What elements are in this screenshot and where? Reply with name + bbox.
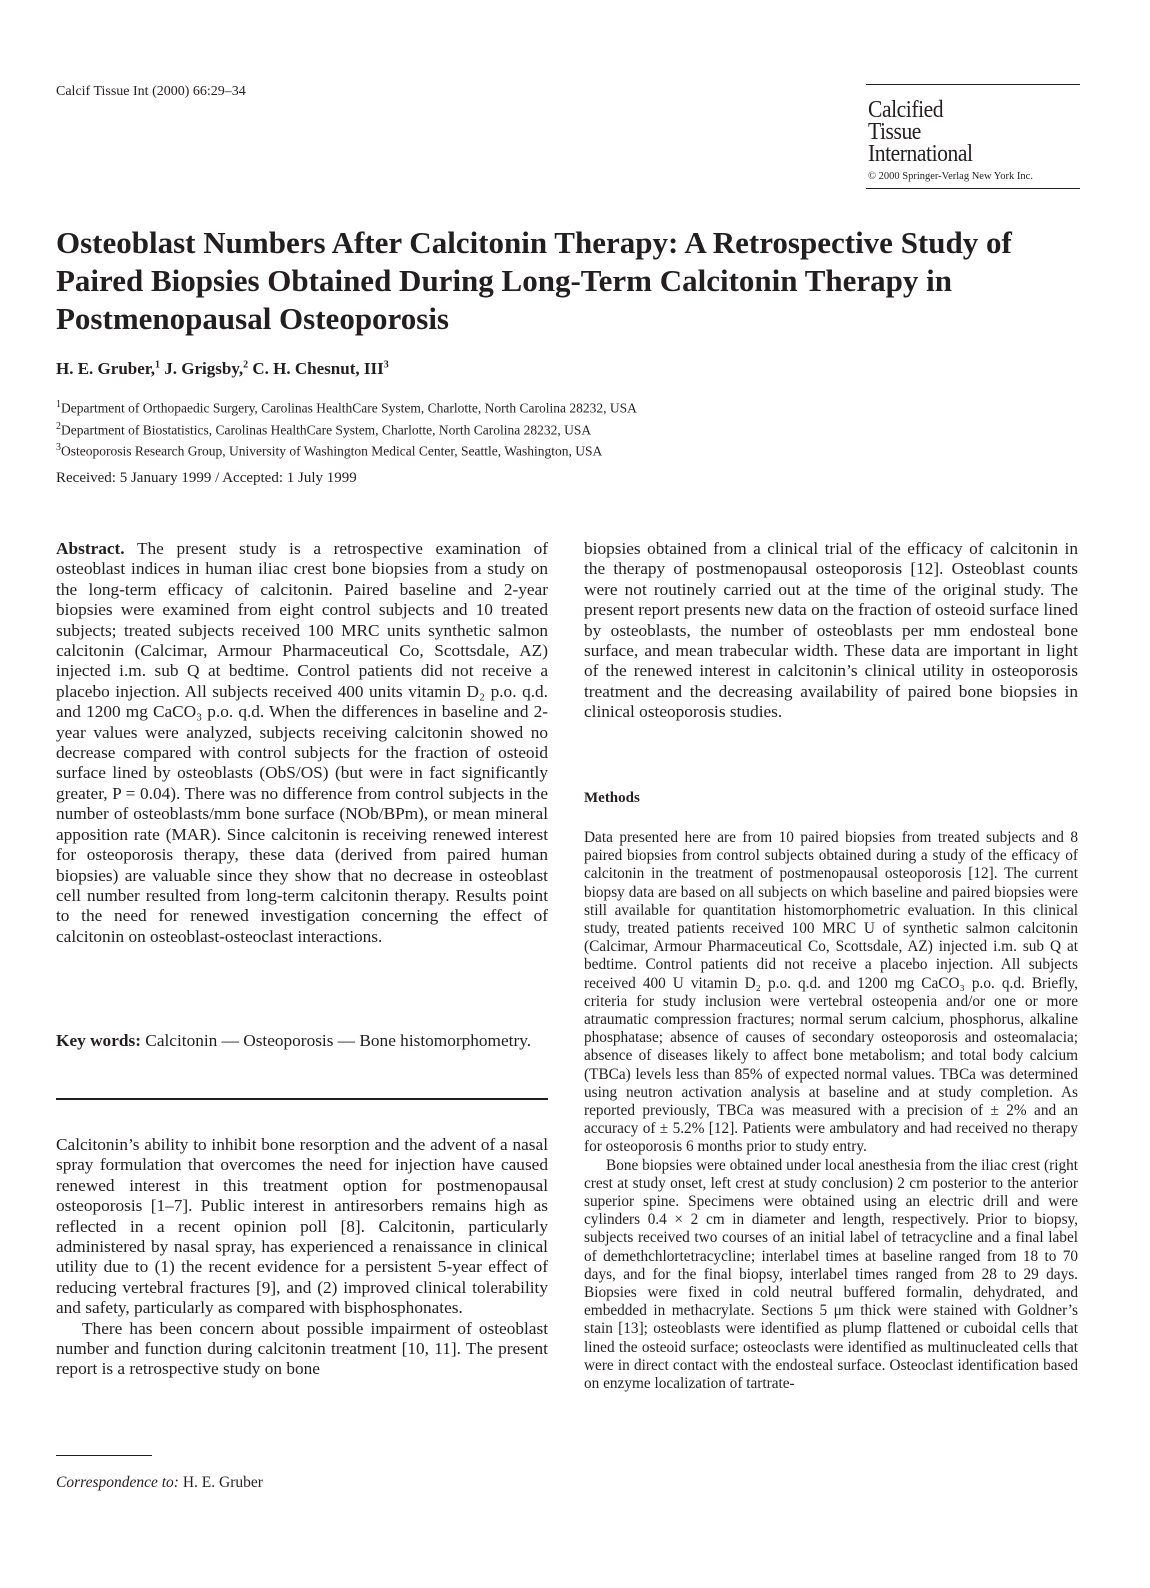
- intro-paragraph: There has been concern about possible impairment of osteoblast number and function during calcitonin treatment [10, 11]. The present report is a retrospective study on bone: [56, 1318, 548, 1379]
- journal-logo: [866, 84, 1080, 189]
- keywords: [56, 1031, 548, 1051]
- methods-paragraph: Bone biopsies were obtained under local anesthesia from the iliac crest (right crest at study onset, left crest at study conclusion) 2 cm posterior to the anterior superior spine. Specimens were obtained using an electric drill and were cylinders 0.4 × 2 cm in diameter and length, respectively. Prior to biopsy, subjects received two courses of an initial label of tetracycline and a final label of demethchlortetracycline; interlabel times at baseline ranged from 18 to 70 days, and for the final biopsy, interlabel times ranged from 28 to 29 days. Biopsies were fixed in cold neutral buffered formalin, dehydrated, and embedded in methacrylate. Sections 5 μm thick were stained with Goldner’s stain [13]; osteoblasts were identified as plump flattened or cuboidal cells that lined the osteoid surface; osteoclasts were identified as multinucleated cells that were in direct contact with the endosteal surface. Osteoclast identification based on enzyme localization of tartrate-: [584, 1156, 1078, 1393]
- abstract-divider: [56, 1098, 548, 1100]
- keywords-text: Calcitonin — Osteoporosis — Bone histomorphometry.: [145, 1031, 532, 1050]
- logo-line-international: International: [868, 141, 973, 167]
- abstract-text: The present study is a retrospective examination of osteoblast indices in human iliac crest bone biopsies from a study on the long-term efficacy of calcitonin. Paired baseline and 2-year biopsies were examined from eight control subjects and 10 treated subjects; treated subjects received 100 MRC units synthetic salmon calcitonin (Calcimar, Armour Pharmaceutical Co, Scottsdale, AZ) injected i.m. sub Q at bedtime. Control patients did not receive a placebo injection. All subjects received 400 units vitamin D₂ p.o. q.d. and 1200 mg CaCO₃ p.o. q.d. When the differences in baseline and 2-year values were analyzed, subjects receiving calcitonin showed no decrease compared with control subjects for the fraction of osteoid surface lined by osteoblasts (ObS/OS) (but were in fact significantly greater, P = 0.04). There was no difference from control subjects in the number of osteoblasts/mm bone surface (NOb/BPm), or mean mineral apposition rate (MAR). Since calcitonin is receiving renewed interest for osteoporosis therapy, these data (derived from paired human biopsies) are valuable since they show that no decrease in osteoblast cell number resulted from long-term calcitonin therapy. Results point to the need for renewed investigation concerning the effect of calcitonin on osteoblast-osteoclast interactions.: [56, 539, 548, 946]
- methods-heading: Methods: [584, 790, 640, 806]
- journal-reference: Calcif Tissue Int (2000) 66:29–34: [56, 84, 246, 99]
- correspondence-label: Correspondence to:: [56, 1474, 179, 1491]
- author-name: J. Grigsby,: [164, 359, 244, 378]
- author-affil-mark: 1: [155, 359, 161, 371]
- author-name: C. H. Chesnut, III: [252, 359, 384, 378]
- abstract-label: Abstract.: [56, 539, 125, 558]
- correspondence-footnote: [56, 1474, 263, 1492]
- abstract: [56, 539, 548, 947]
- keywords-label: Key words:: [56, 1031, 141, 1050]
- affiliation-item: $^1$Department of Orthopaedic Surgery, Carolinas HealthCare System, Charlotte, North Carolina 28232, USA: [56, 399, 637, 416]
- logo-line-calcified: Calcified: [868, 97, 944, 123]
- footnote-divider: [56, 1455, 152, 1456]
- affiliations: [56, 396, 637, 461]
- publisher-copyright: © 2000 Springer-Verlag New York Inc.: [868, 171, 1033, 182]
- affiliation-item: $^2$Department of Biostatistics, Carolinas HealthCare System, Charlotte, North Carolina 28232, USA: [56, 420, 592, 437]
- logo-line-tissue: Tissue: [868, 119, 921, 145]
- author-affil-mark: 3: [383, 359, 389, 371]
- intro-continued: biopsies obtained from a clinical trial of the efficacy of calcitonin in the therapy of postmenopausal osteoporosis [12]. Osteoblast counts were not routinely carried out at the time of the original study. The present report presents new data on the fraction of osteoid surface lined by osteoblasts, the number of osteoblasts per mm endosteal bone surface, and mean trabecular width. These data are important in light of the renewed interest in calcitonin’s clinical utility in osteoporosis treatment and the decreasing availability of paired bone biopsies in clinical osteoporosis studies.: [584, 539, 1078, 722]
- correspondence-name: H. E. Gruber: [182, 1474, 263, 1491]
- article-title: Osteoblast Numbers After Calcitonin Therapy: A Retrospective Study of Paired Biopsies Obtained During Long-Term Calcitonin Therapy in Postmenopausal Osteoporosis: [56, 225, 1012, 336]
- intro-paragraph: Calcitonin’s ability to inhibit bone resorption and the advent of a nasal spray formulation that overcomes the need for injection have caused renewed interest in this treatment option for postmenopausal osteoporosis [1–7]. Public interest in antiresorbers remains high as reflected in a recent opinion poll [8]. Calcitonin, particularly administered by nasal spray, has experienced a renaissance in clinical utility due to (1) the recent evidence for a persistent 5-year effect of reducing vertebral fractures [9], and (2) improved clinical tolerability and safety, particularly as compared with bisphosphonates.: [56, 1135, 548, 1318]
- introduction: [56, 1135, 548, 1380]
- affiliation-item: $^3$Osteoporosis Research Group, University of Washington Medical Center, Seattle, Washington, USA: [56, 442, 603, 459]
- author-list: [56, 359, 389, 379]
- received-dates: Received: 5 January 1999 / Accepted: 1 July 1999: [56, 470, 357, 486]
- author-name: H. E. Gruber,: [56, 359, 156, 378]
- author-affil-mark: 2: [243, 359, 249, 371]
- methods-section: [584, 829, 1078, 1393]
- methods-paragraph: Data presented here are from 10 paired biopsies from treated subjects and 8 paired biopsies from control subjects obtained during a study of the efficacy of calcitonin in the treatment of postmenopausal osteoporosis [12]. The current biopsy data are based on all subjects on which baseline and paired biopsies were still available for quantitation histomorphometric evaluation. In this clinical study, treated patients received 100 MRC U of synthetic salmon calcitonin (Calcimar, Armour Pharmaceutical Co, Scottsdale, AZ) injected i.m. sub Q at bedtime. Control patients did not receive a placebo injection. All subjects received 400 U vitamin D₂ p.o. q.d. and 1200 mg CaCO₃ p.o. q.d. Briefly, criteria for study inclusion were vertebral osteopenia and/or one or more atraumatic compression fractures; normal serum calcium, phosphorus, alkaline phosphatase; absence of causes of secondary osteoporosis and osteomalacia; absence of diseases likely to affect bone metabolism; and total body calcium (TBCa) levels less than 85% of expected normal values. TBCa was determined using neutron activation analysis at baseline and at study completion. As reported previously, TBCa was measured with a precision of ± 2% and an accuracy of ± 5.2% [12]. Patients were ambulatory and had received no therapy for osteoporosis 6 months prior to study entry.: [584, 829, 1078, 1156]
